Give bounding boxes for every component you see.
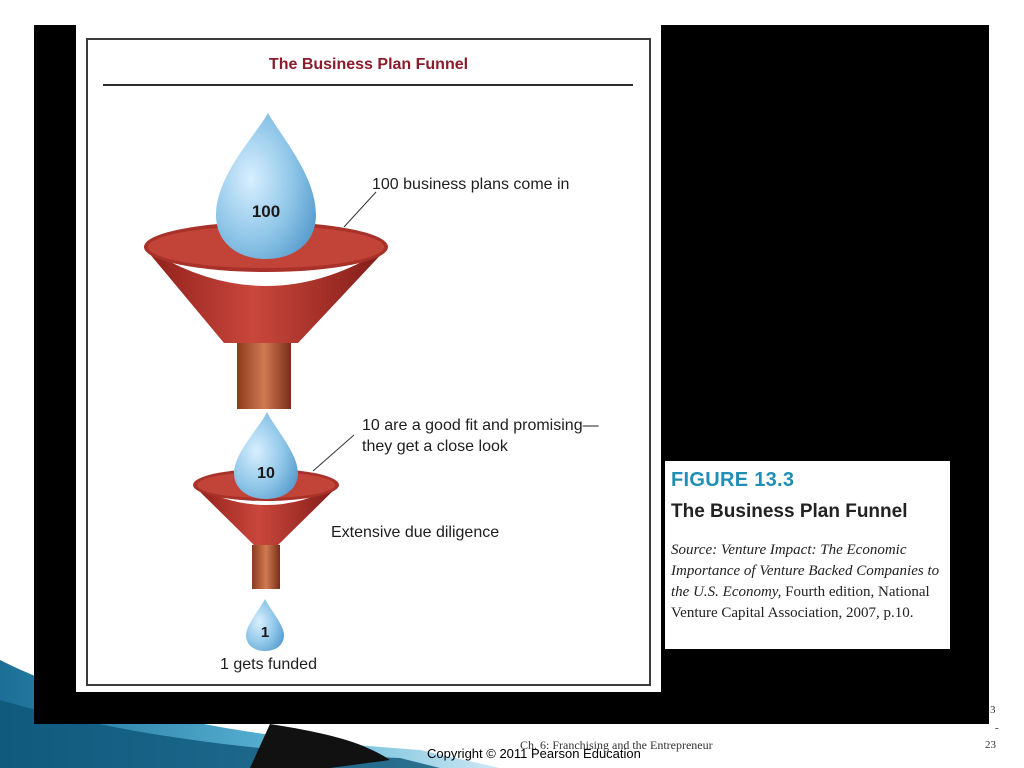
drop-10-label: 10: [257, 465, 275, 482]
figure-title: The Business Plan Funnel: [268, 56, 469, 73]
slide-number-dash: -: [995, 722, 999, 734]
caption-source: [671, 540, 949, 624]
caption-title: The Business Plan Funnel: [671, 501, 908, 522]
drop-1-label: 1: [260, 624, 270, 641]
caption-figure-number: FIGURE 13.3: [671, 469, 795, 491]
footer-chapter: Ch. 6: Franchising and the Entrepreneur: [520, 738, 713, 752]
annotation-middle-line2: they get a close look: [362, 438, 508, 455]
annotation-diligence: Extensive due diligence: [331, 524, 500, 541]
footer-copyright: Copyright © 2011 Pearson Education: [427, 746, 641, 761]
figure-caption: [665, 461, 950, 649]
annotation-funded: 1 gets funded: [220, 656, 317, 673]
annotation-middle-line1: 10 are a good fit and promising—: [362, 417, 599, 434]
drop-100-label: 100: [251, 202, 281, 221]
funnel-diagram: [76, 25, 661, 692]
slide-number-top: 3: [990, 704, 996, 716]
leader-line-top: [344, 192, 376, 227]
drop-10: [234, 412, 298, 499]
slide-number-bottom: 23: [985, 739, 996, 751]
caption-source-regular: Fourth edition, National Venture Capital Association, 2007, p.10.: [671, 584, 930, 621]
leader-line-middle: [313, 435, 354, 471]
figure-image: [76, 25, 661, 692]
drop-100: [216, 113, 316, 259]
annotation-top: 100 business plans come in: [372, 176, 570, 193]
caption-source-italic: Source: Venture Impact: The Economic Importance of Venture Backed Companies to the U.S. Economy,: [671, 542, 940, 600]
